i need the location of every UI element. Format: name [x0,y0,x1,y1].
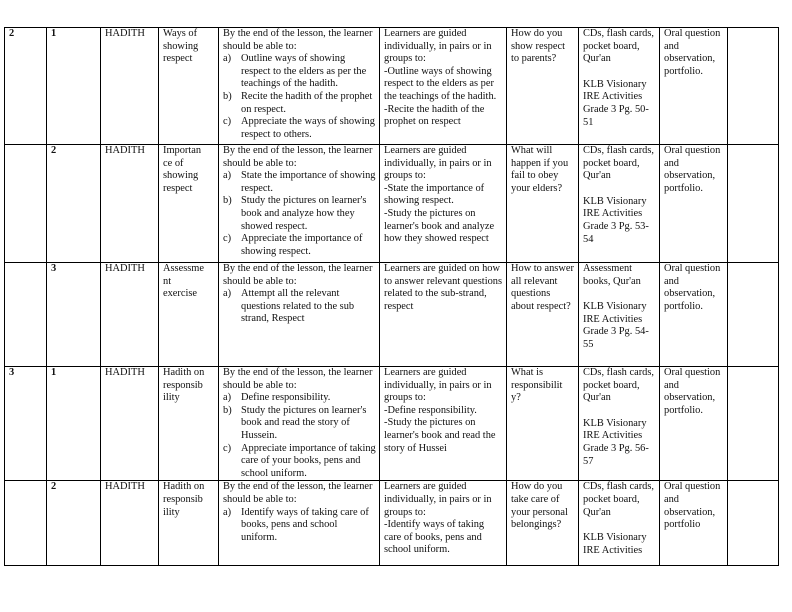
outcome-marker: a) [223,170,232,182]
lesson-cell: 3 [47,263,101,367]
table-body [5,28,779,566]
outcome-item [223,233,376,258]
resources-reference: KLB Visionary IRE Activities Grade 3 Pg. 54-55 [583,301,649,350]
outcome-text: Study the pictures on learner's book and analyze how they showed respect. [241,195,367,232]
resources-cell [579,145,660,263]
sub-strand-cell: Hadith on responsib ility [159,367,219,481]
outcome-text: Outline ways of showing respect to the elders as per the teachings of the hadith. [241,53,367,90]
assessment-cell: Oral question and observation, portfolio. [660,263,728,367]
table-row [5,367,779,481]
learning-outcomes-cell [219,367,380,481]
outcome-marker: b) [223,90,232,102]
learning-experiences-cell: Learners are guided individually, in pairs or in groups to: -State the importance of showing respect. -Study the pictures on learner's book and analyze how they showed respect [380,145,507,263]
inquiry-question-cell: What is responsibilit y? [507,367,579,481]
week-cell [5,263,47,367]
outcome-text: State the importance of showing respect. [241,170,376,194]
strand-cell: HADITH [101,367,159,481]
resources-reference: KLB Visionary IRE Activities Grade 3 Pg. 56-57 [583,417,649,467]
outcome-text: Define responsibility. [241,392,331,404]
strand-cell: HADITH [101,481,159,566]
outcome-item [223,91,376,116]
resources-list: CDs, flash cards, pocket board, Qur'an [583,481,654,518]
outcome-intro: By the end of the lesson, the learner should be able to: [223,28,373,52]
table-row [5,263,779,367]
resources-cell [579,481,660,566]
remarks-cell [728,481,779,566]
outcome-intro: By the end of the lesson, the learner should be able to: [223,145,373,169]
sub-strand-cell: Ways of showing respect [159,28,219,145]
inquiry-question-cell: How do you show respect to parents? [507,28,579,145]
outcome-item [223,195,376,233]
resources-cell [579,367,660,481]
resources-reference: KLB Visionary IRE Activities [583,532,647,556]
table-row [5,481,779,566]
outcome-marker: a) [223,288,232,300]
sub-strand-cell: Assessme nt exercise [159,263,219,367]
lesson-cell: 1 [47,367,101,481]
assessment-cell: Oral question and observation, portfolio. [660,28,728,145]
learning-outcomes-cell [219,28,380,145]
remarks-cell [728,367,779,481]
outcome-item [223,443,376,481]
learning-outcomes-cell [219,145,380,263]
week-cell [5,145,47,263]
resources-reference: KLB Visionary IRE Activities Grade 3 Pg. 50-51 [583,78,649,128]
learning-experiences-cell: Learners are guided individually, in pairs or in groups to: -Define responsibility. -Study the pictures on learner's book and read the story of Hussei [380,367,507,481]
strand-cell: HADITH [101,145,159,263]
inquiry-question-cell: How do you take care of your personal belongings? [507,481,579,566]
learning-experiences-cell: Learners are guided on how to answer relevant questions related to the sub-strand, respect [380,263,507,367]
outcome-intro: By the end of the lesson, the learner should be able to: [223,481,373,505]
lesson-cell: 2 [47,481,101,566]
outcome-item [223,53,376,91]
outcome-text: Appreciate importance of taking care of your books, pens and school uniform. [241,442,376,479]
resources-list: CDs, flash cards, pocket board, Qur'an [583,145,654,182]
resources-list: Assessment books, Qur'an [583,263,641,287]
learning-outcomes-cell [219,481,380,566]
inquiry-question-cell: What will happen if you fail to obey your elders? [507,145,579,263]
learning-experiences-cell: Learners are guided individually, in pairs or in groups to: -Identify ways of taking care of books, pens and school uniform. [380,481,507,566]
resources-cell [579,263,660,367]
outcome-marker: b) [223,195,232,207]
outcome-marker: b) [223,404,232,416]
outcome-marker: a) [223,392,232,404]
outcome-intro: By the end of the lesson, the learner should be able to: [223,367,373,391]
inquiry-question-cell: How to answer all relevant questions about respect? [507,263,579,367]
resources-list: CDs, flash cards, pocket board, Qur'an [583,28,654,65]
week-cell: 2 [5,28,47,145]
outcome-text: Appreciate the ways of showing respect to others. [241,116,375,140]
resources-cell [579,28,660,145]
outcome-marker: c) [223,233,232,245]
remarks-cell [728,263,779,367]
outcome-text: Appreciate the importance of showing respect. [241,233,363,257]
learning-outcomes-cell [219,263,380,367]
sub-strand-cell: Importan ce of showing respect [159,145,219,263]
scheme-of-work-table [4,27,779,566]
outcome-text: Recite the hadith of the prophet on respect. [241,90,373,115]
outcome-marker: c) [223,442,232,454]
week-cell: 3 [5,367,47,481]
lesson-cell: 2 [47,145,101,263]
resources-list: CDs, flash cards, pocket board, Qur'an [583,367,654,404]
assessment-cell: Oral question and observation, portfolio. [660,367,728,481]
outcome-marker: c) [223,116,232,128]
outcome-item [223,392,376,405]
outcome-marker: a) [223,53,232,65]
outcome-text: Identify ways of taking care of books, pens and school uniform. [241,506,369,543]
outcome-item [223,116,376,141]
strand-cell: HADITH [101,28,159,145]
table-row [5,145,779,263]
outcome-text: Study the pictures on learner's book and read the story of Hussein. [241,404,367,441]
outcome-intro: By the end of the lesson, the learner should be able to: [223,263,373,287]
strand-cell: HADITH [101,263,159,367]
table-row [5,28,779,145]
remarks-cell [728,28,779,145]
week-cell [5,481,47,566]
outcome-item [223,507,376,545]
remarks-cell [728,145,779,263]
outcome-marker: a) [223,506,232,518]
resources-reference: KLB Visionary IRE Activities Grade 3 Pg. 53-54 [583,195,649,245]
learning-experiences-cell: Learners are guided individually, in pairs or in groups to: -Outline ways of showing respect to the elders as per the teachings of the hadith. -Recite the hadith of the prophet on respect [380,28,507,145]
outcome-item [223,405,376,443]
scheme-of-work-page [4,27,779,566]
assessment-cell: Oral question and observation, portfolio [660,481,728,566]
lesson-cell: 1 [47,28,101,145]
outcome-item [223,170,376,195]
outcome-item [223,288,376,326]
assessment-cell: Oral question and observation, portfolio. [660,145,728,263]
sub-strand-cell: Hadith on responsib ility [159,481,219,566]
outcome-text: Attempt all the relevant questions related to the sub strand, Respect [241,288,355,325]
